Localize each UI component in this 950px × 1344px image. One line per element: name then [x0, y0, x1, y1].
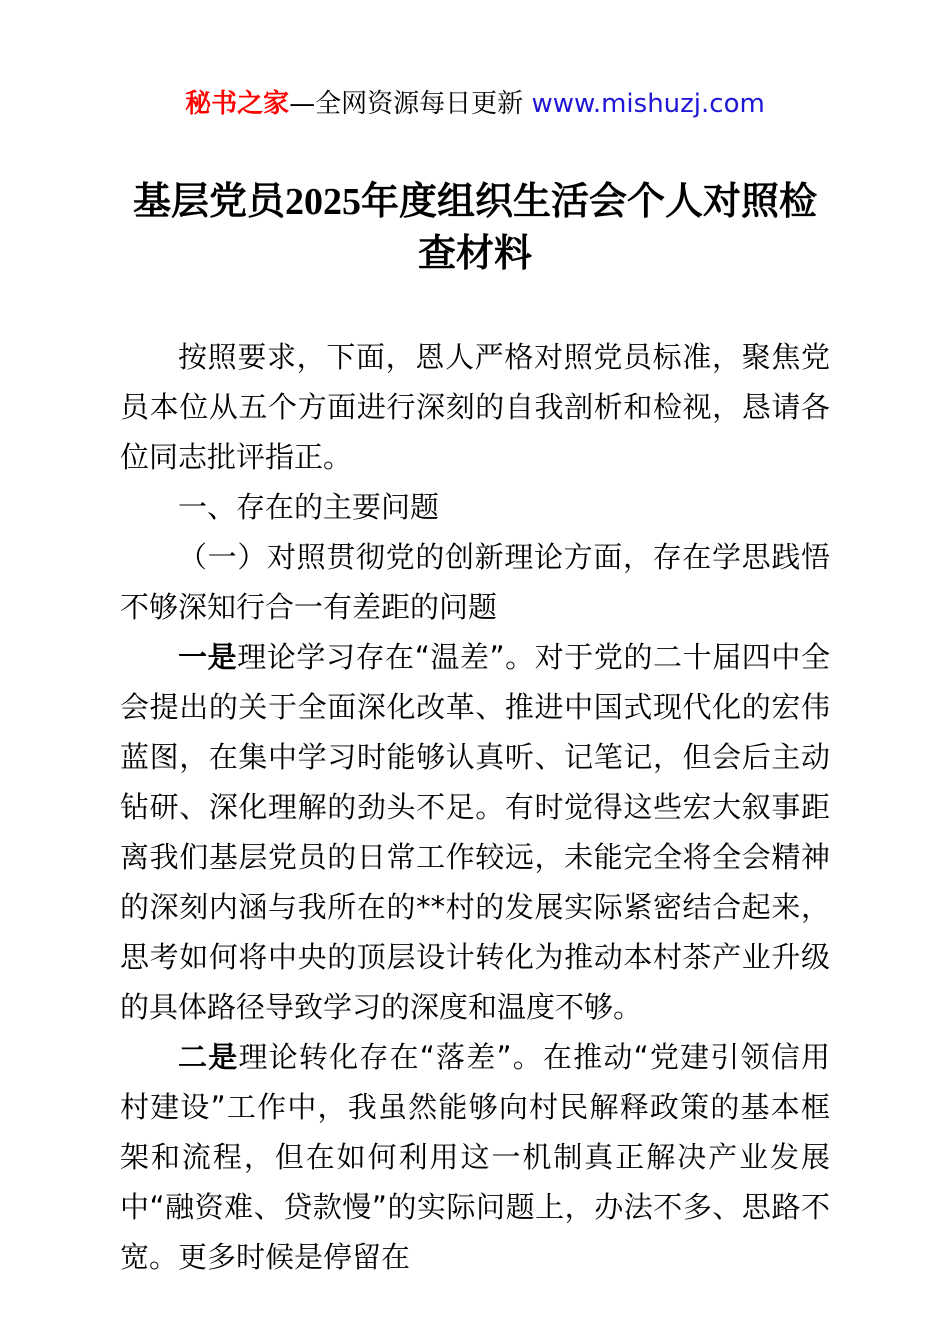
document-body — [120, 332, 830, 1282]
paragraph-lead: 二是 — [178, 1040, 239, 1074]
paragraph: 按照要求，下面，恩人严格对照党员标准，聚焦党员本位从五个方面进行深刻的自我剖析和检视，恳请各位同志批评指正。 — [120, 340, 830, 474]
paragraph: 二是理论转化存在“落差”。在推动“党建引领信用村建设”工作中，我虽然能够向村民解释政策的基本框架和流程，但在如何利用这一机制真正解决产业发展中“融资难、贷款慢”的实际问题上，办法不多、思路不宽。更多时候是停留在 — [120, 1040, 830, 1274]
site-tagline: —全网资源每日更新 — [289, 89, 532, 119]
paragraph: 一是理论学习存在“温差”。对于党的二十届四中全会提出的关于全面深化改革、推进中国式现代化的宏伟蓝图，在集中学习时能够认真听、记笔记，但会后主动钻研、深化理解的劲头不足。有时觉得这些宏大叙事距离我们基层党员的日常工作较远，未能完全将全会精神的深刻内涵与我所在的**村的发展实际紧密结合起来，思考如何将中央的顶层设计转化为推动本村茶产业升级的具体路径导致学习的深度和温度不够。 — [120, 640, 830, 1024]
document-title: 基层党员2025年度组织生活会个人对照检查材料 — [132, 181, 817, 275]
section-heading: 一、存在的主要问题 — [178, 490, 440, 524]
site-brand: 秘书之家 — [185, 89, 290, 119]
site-header — [0, 0, 950, 122]
subsection-heading: （一）对照贯彻党的创新理论方面，存在学思践悟不够深知行合一有差距的问题 — [120, 540, 830, 624]
site-url-link[interactable]: www.mishuzj.com — [531, 89, 765, 119]
paragraph-lead: 一是 — [178, 640, 238, 674]
